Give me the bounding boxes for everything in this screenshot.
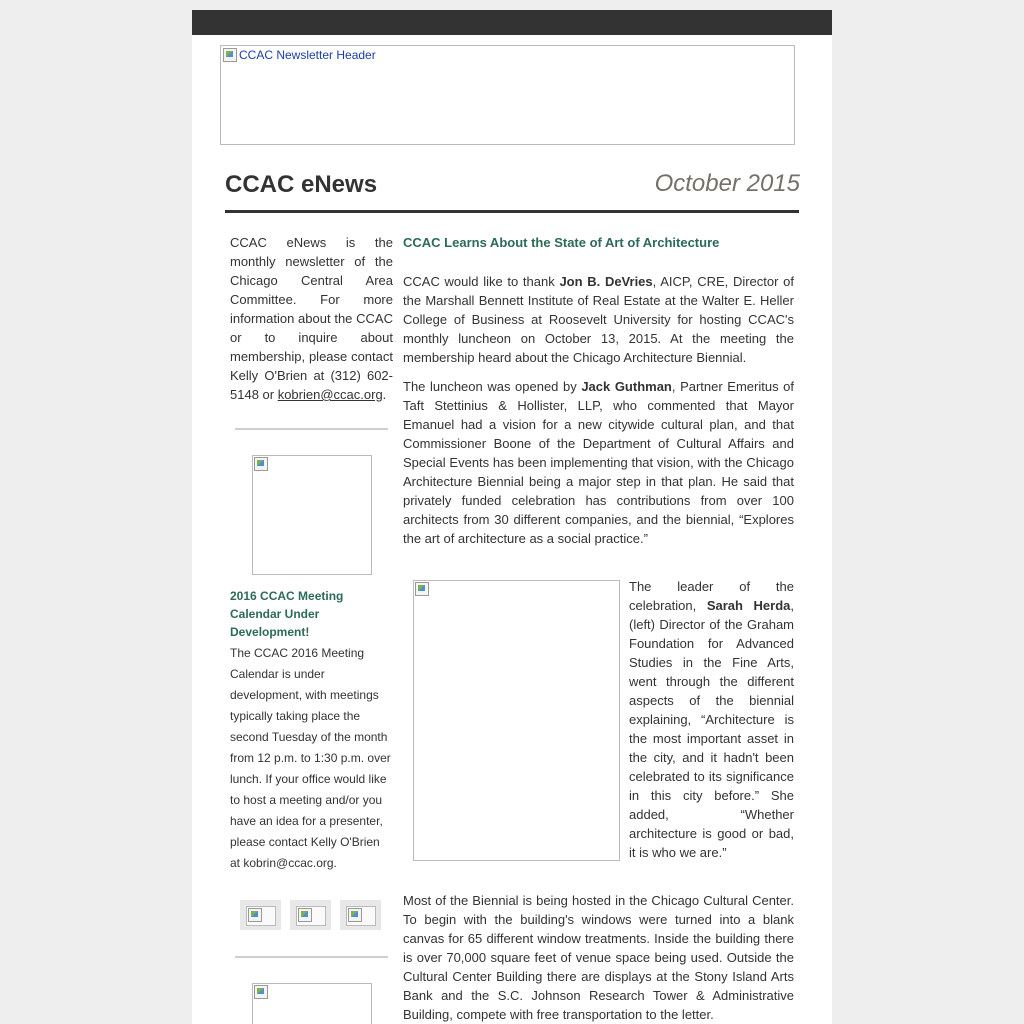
broken-image-icon bbox=[415, 582, 429, 596]
sidebar-image-2 bbox=[252, 983, 372, 1024]
p2-text-a: The luncheon was opened by bbox=[403, 379, 582, 394]
social-icon-1[interactable] bbox=[240, 900, 281, 930]
p2-text-b: , Partner Emeritus of Taft Stettinius & Hollister, LLP, who commented that Mayor Emanuel had a vision for a new citywide cultural plan, and that Commissioner Boone of the Department of Cultural Affairs and Special Events has been implementing that vision, with the Chicago Architecture Biennial being a major step in that plan. He said that privately funded celebration has contributions from over 100 architects from 30 different companies, and the biennial, “Explores the art of architecture as a social practice.” bbox=[403, 379, 794, 546]
header-image-alt bbox=[223, 48, 376, 62]
article-photo bbox=[413, 580, 620, 861]
article-paragraph-4: Most of the Biennial is being hosted in the Chicago Cultural Center. To begin with the building's windows were turned into a blank canvas for 65 different window treatments. Inside the building there is over 70,000 square feet of venue space being used. Outside the Cultural Center Building there are displays at the Stony Island Arts Bank and the S.C. Johnson Research Tower & Administrative Building, compete with free transportation to the letter. bbox=[403, 893, 794, 1022]
social-icons bbox=[240, 900, 393, 930]
broken-image-icon bbox=[348, 908, 362, 922]
article bbox=[403, 233, 794, 1024]
article-title: CCAC Learns About the State of Art of Architecture bbox=[403, 235, 720, 250]
meeting-calendar-body: The CCAC 2016 Meeting Calendar is under development, with meetings typically taking place the second Tuesday of the month from 12 p.m. to 1:30 p.m. over lunch. If your office would like to host a meeting and/or you have an idea for a presenter, please contact Kelly O'Brien at kobrin@ccac.org. bbox=[230, 646, 391, 870]
p1-text-a: CCAC would like to thank bbox=[403, 274, 560, 289]
broken-image-icon bbox=[298, 908, 312, 922]
article-paragraph-3 bbox=[629, 577, 794, 862]
sidebar-divider-2 bbox=[235, 956, 388, 958]
p1-text-b: , AICP, CRE, Director of the Marshall Bennett Institute of Real Estate at the Walter E. Heller College of Business at Roosevelt University for hosting CCAC's monthly luncheon on October 13, 2015. At the meeting the membership heard about the Chicago Architecture Biennial. bbox=[403, 274, 794, 365]
broken-image-icon bbox=[254, 985, 268, 999]
article-paragraph-1 bbox=[403, 272, 794, 367]
newsletter-header-image bbox=[220, 45, 795, 145]
contact-email-link[interactable]: kobrien@ccac.org bbox=[277, 387, 383, 402]
broken-image-icon bbox=[254, 457, 268, 471]
newsletter-title: CCAC eNews bbox=[225, 171, 378, 198]
sidebar-divider bbox=[235, 428, 388, 430]
top-bar bbox=[192, 10, 832, 35]
broken-image-icon bbox=[248, 908, 262, 922]
social-icon-3[interactable] bbox=[340, 900, 381, 930]
newsletter-date: October 2015 bbox=[654, 170, 800, 197]
sidebar-intro-text: CCAC eNews is the monthly newsletter of the Chicago Central Area Committee. For more information about the CCAC or to inquire about membership, please contact Kelly O'Brien at (312) 602-5148 or bbox=[230, 235, 393, 402]
social-icon-2[interactable] bbox=[290, 900, 331, 930]
p3-name: Sarah Herda bbox=[706, 598, 791, 613]
p3-text-b: , (left) Director of the Graham Foundation for Advanced Studies in the Fine Arts, went through the different aspects of the biennial explaining, “Architecture is the most important asset in the city, and it hadn't been celebrated to its significance in this city before.” She added, “Whether architecture is good or bad, it is who we are.” bbox=[629, 598, 795, 860]
photo-section bbox=[403, 577, 794, 877]
meeting-calendar-heading: 2016 CCAC Meeting Calendar Under Development! bbox=[230, 589, 344, 639]
p1-name: Jon B. DeVries bbox=[559, 274, 653, 289]
p3-text-a: The leader of the celebration, bbox=[629, 579, 794, 613]
broken-image-icon bbox=[223, 48, 237, 62]
sidebar-intro bbox=[230, 233, 393, 404]
p2-name: Jack Guthman bbox=[581, 379, 672, 394]
header-image-alt-text: CCAC Newsletter Header bbox=[239, 48, 376, 62]
sidebar bbox=[230, 233, 393, 1024]
title-divider bbox=[225, 210, 799, 213]
sidebar-intro-end: . bbox=[382, 387, 387, 402]
article-paragraph-2 bbox=[403, 377, 794, 548]
newsletter-container bbox=[192, 35, 832, 1024]
sidebar-image bbox=[252, 455, 372, 575]
